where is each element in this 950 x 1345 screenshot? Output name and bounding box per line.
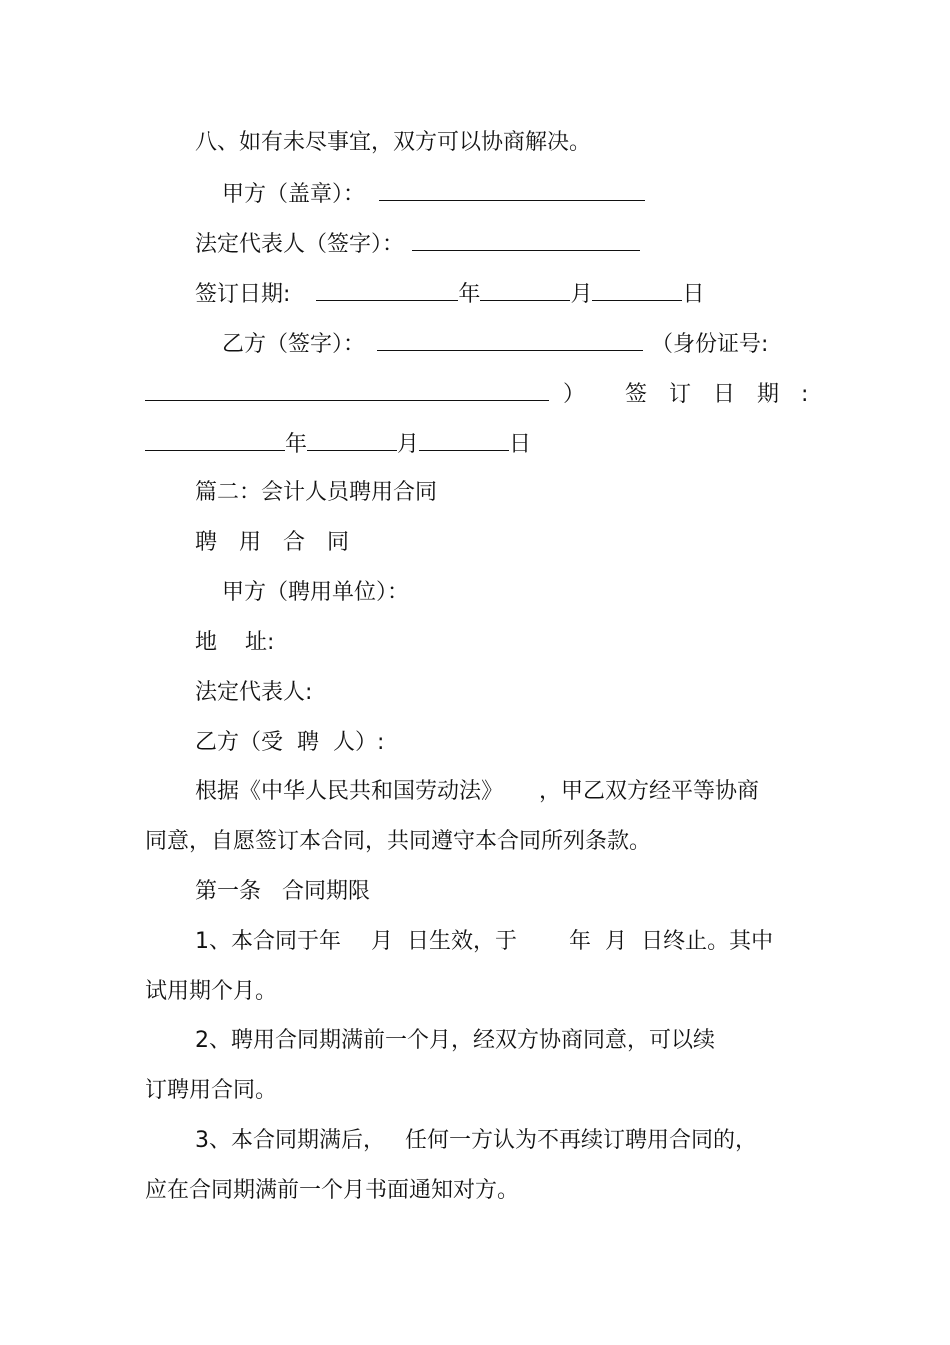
month-label-b: 月 <box>397 432 420 457</box>
legal-rep-sign-line <box>195 228 640 260</box>
sign-date-spaced: 签订日期: <box>625 382 831 407</box>
id-number-label: （身份证号: <box>651 332 769 357</box>
item-1-continuation: 试用期个月。 <box>145 979 278 1004</box>
year-label-b: 年 <box>285 432 308 457</box>
employer-label: 甲方（聘用单位）： <box>222 580 410 605</box>
preamble-part-1: 根据《中华人民共和国劳动法》 <box>195 779 504 804</box>
item-2-line: 2、聘用合同期满前一个月，经双方协商同意，可以续 <box>195 1028 715 1053</box>
sign-date-label: 签订日期: <box>195 282 291 307</box>
article-1-title: 第一条 合同期限 <box>195 879 370 904</box>
year-blank-b <box>145 428 285 451</box>
item-3-a: 3、本合同期满后， <box>195 1128 385 1153</box>
day-blank <box>592 278 682 301</box>
sign-date-line-a <box>195 278 704 310</box>
month-blank <box>480 278 570 301</box>
preamble-part-2: ，甲乙双方经平等协商 <box>539 779 760 804</box>
item-3-continuation: 应在合同期满前一个月书面通知对方。 <box>145 1178 520 1203</box>
party-a-seal-label: 甲方（盖章）： <box>222 182 366 207</box>
legal-rep-sign-blank <box>412 228 640 251</box>
id-number-line <box>145 378 830 410</box>
item-1-e: 月 <box>605 929 628 954</box>
item-1-c: 日生效，于 <box>407 929 518 954</box>
close-paren: ） <box>563 382 586 407</box>
preamble-line-2: 同意，自愿签订本合同，共同遵守本合同所列条款。 <box>145 829 652 854</box>
party-b-sign-blank <box>377 328 643 351</box>
item-3-line <box>195 1126 757 1156</box>
party-a-seal-blank <box>379 178 645 201</box>
month-blank-b <box>307 428 397 451</box>
item-3-b: 任何一方认为不再续订聘用合同的， <box>405 1128 758 1153</box>
item-1-f: 日终止。其中 <box>641 929 774 954</box>
month-label: 月 <box>570 282 593 307</box>
item-1-line <box>195 927 773 957</box>
sign-date-line-b <box>145 428 531 460</box>
item-1-b: 月 <box>371 929 394 954</box>
legal-rep-label: 法定代表人: <box>195 680 313 705</box>
party-b-sign-line <box>222 328 768 360</box>
item-1-a: 1、本合同于年 <box>195 929 341 954</box>
address-label: 地 址: <box>195 630 275 655</box>
id-number-blank <box>145 378 549 401</box>
day-blank-b <box>419 428 509 451</box>
year-blank <box>316 278 458 301</box>
day-label: 日 <box>682 282 705 307</box>
clause-8: 八、如有未尽事宜，双方可以协商解决。 <box>195 130 592 155</box>
item-1-d: 年 <box>569 929 592 954</box>
party-b-sign-label: 乙方（签字）： <box>222 332 366 357</box>
party-a-seal-line <box>222 178 645 210</box>
day-label-b: 日 <box>509 432 532 457</box>
year-label: 年 <box>458 282 481 307</box>
employee-label: 乙方（受 聘 人）: <box>195 730 385 755</box>
preamble-line-1 <box>195 777 759 807</box>
legal-rep-sign-label: 法定代表人（签字）： <box>195 232 405 257</box>
contract-title: 聘用合同 <box>195 530 372 555</box>
section-2-title: 篇二：会计人员聘用合同 <box>195 480 438 505</box>
item-2-continuation: 订聘用合同。 <box>145 1078 278 1103</box>
